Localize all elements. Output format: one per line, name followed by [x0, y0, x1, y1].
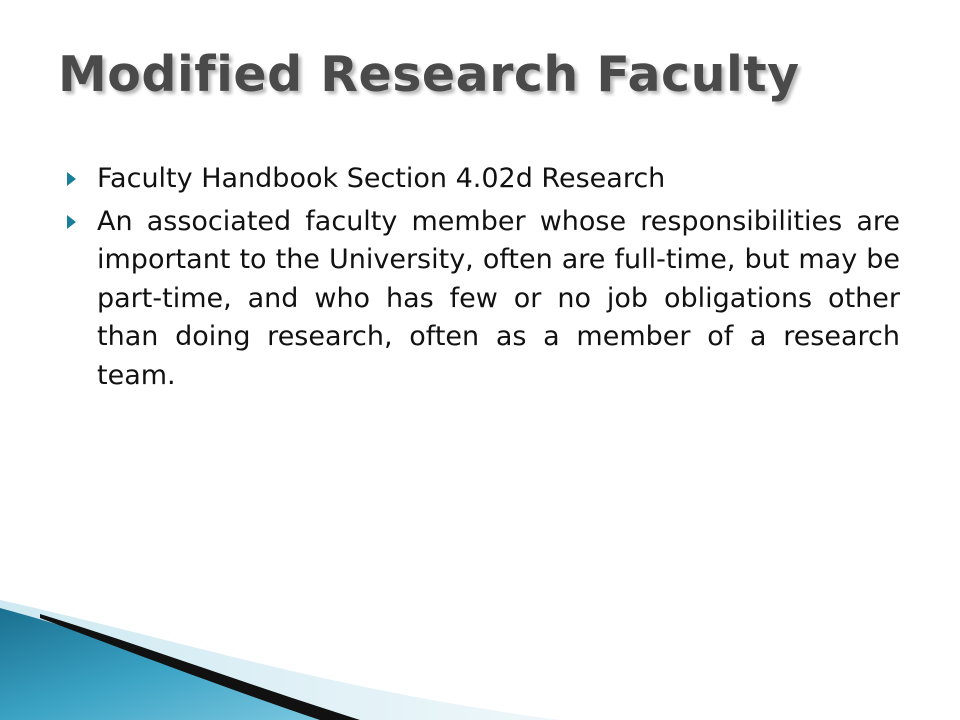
teal-swoosh: [0, 608, 330, 720]
bullet-text: An associated faculty member whose responsibilities are important to the University, often are full-time, but may be part-time, and who has few or no job obligations other than doing research, often as a member of a research team.: [97, 205, 900, 391]
slide-title: Modified Research Faculty: [58, 46, 800, 103]
bullet-item-handbook-section: [62, 160, 900, 199]
bullet-text: Faculty Handbook Section 4.02d Research: [97, 163, 666, 194]
triangle-right-icon: [67, 215, 76, 229]
triangle-right-icon: [67, 172, 76, 186]
bullet-list: [62, 160, 900, 399]
pale-swoosh: [0, 600, 560, 720]
bullet-item-definition: [62, 203, 900, 396]
dark-swoosh: [40, 614, 360, 720]
